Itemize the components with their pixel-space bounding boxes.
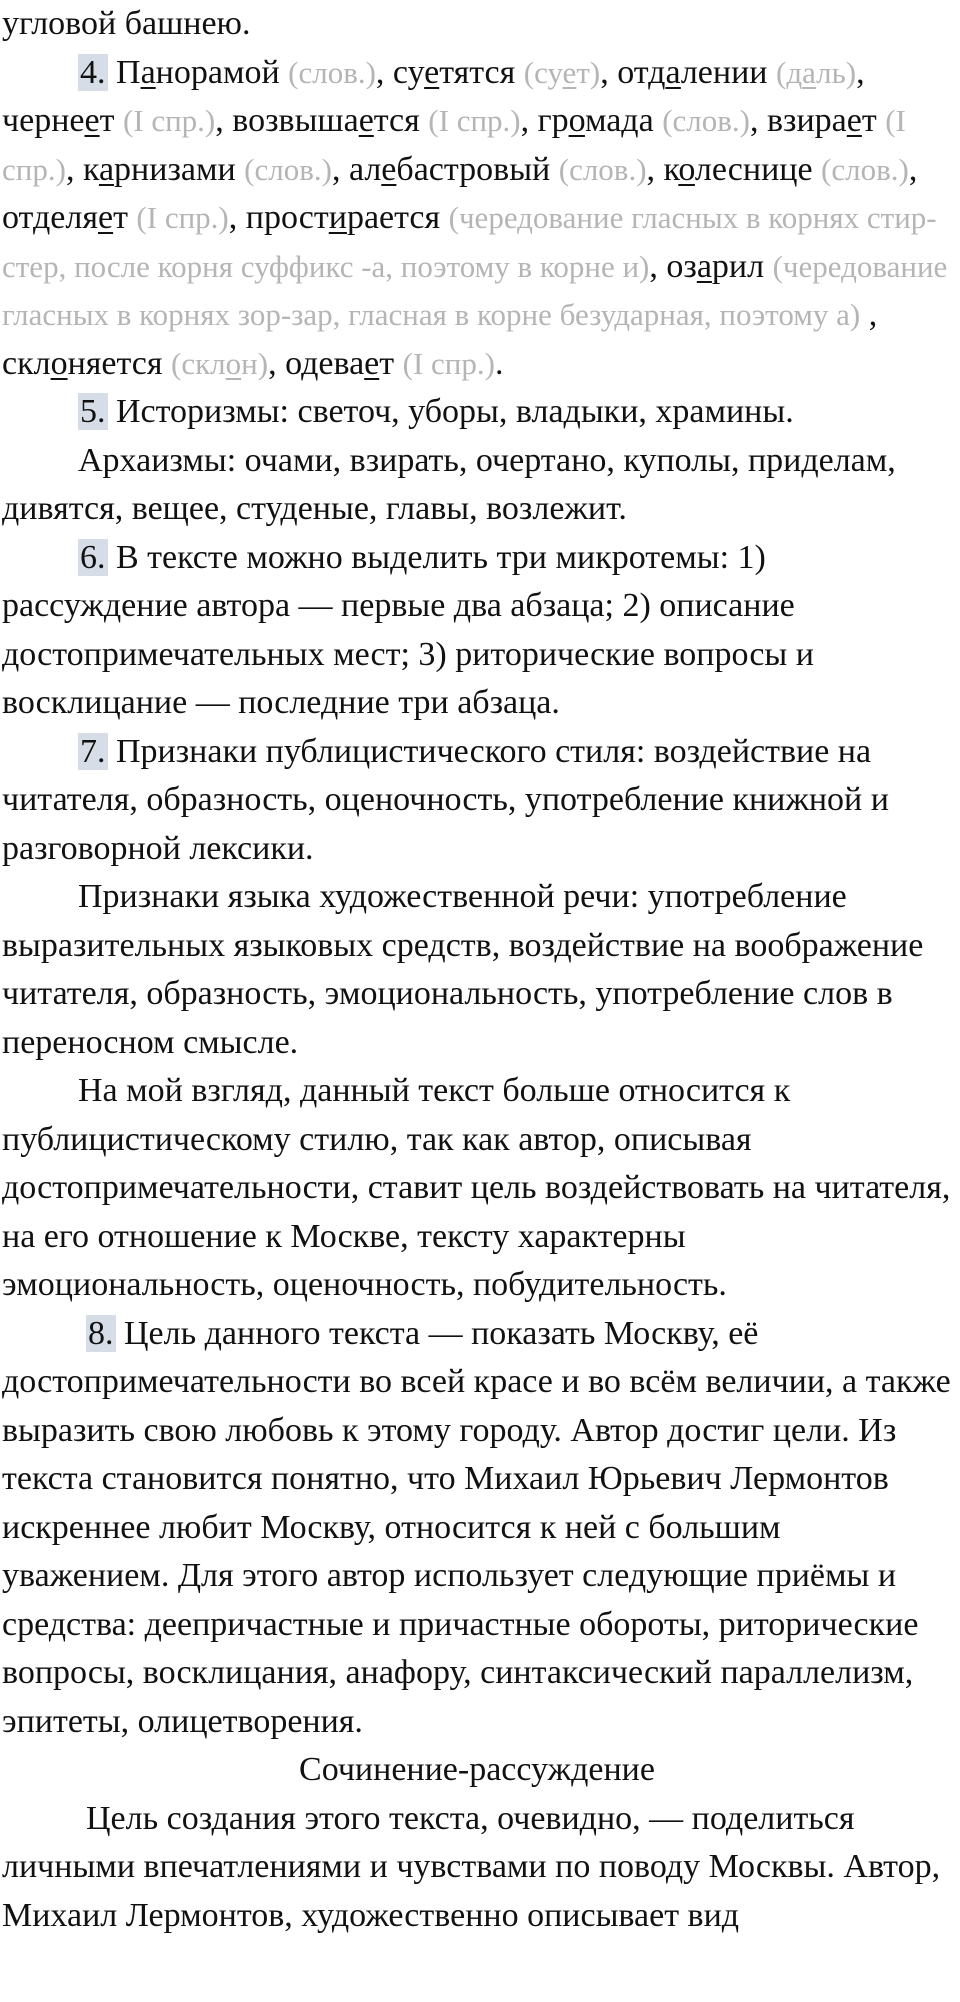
answer-7-conclusion-paragraph: [2, 1067, 952, 1310]
word-part: , ал: [331, 150, 382, 188]
paragraph-text: Цель данного текста — показать Москву, её достопримечательности во всей красе и во всём величии, а также выразить свою любовь к этому городу. Автор достиг цели. Из текста становится понятно, что Михаил Юрьевич Лермонтов искреннее любит Москву, относится к ней с большим уважением. Для этого автор использует следующие приёмы и средства: деепричастные и причастные обороты, риторические вопросы, восклицания, анафору, синтаксический параллелизм, эпитеты, олицетворения.: [2, 1314, 951, 1740]
word-part: , одева: [268, 344, 365, 382]
underlined-vowel: и: [328, 199, 347, 236]
grammar-note: (су: [523, 54, 563, 90]
answer-number: 7.: [80, 732, 106, 770]
grammar-note: (слов.): [288, 54, 376, 90]
underlined-vowel: е: [381, 150, 397, 188]
grammar-note: (I спр.): [136, 200, 229, 235]
grammar-note: (I спр.): [428, 103, 521, 138]
underlined-vowel: а: [98, 150, 115, 188]
grammar-note: ль): [816, 54, 857, 90]
word-part: , возвыша: [215, 102, 359, 139]
grammar-note: (чередование гласных в корнях стир-стер, после корня суффикс -а, поэтому в корне и): [2, 200, 937, 284]
grammar-note: (слов.): [821, 151, 909, 187]
word-part: леснице: [694, 150, 822, 188]
word-part: няется: [67, 344, 172, 382]
grammar-note: н): [241, 345, 269, 381]
answer-5-archaisms-paragraph: [2, 437, 952, 534]
grammar-note-underlined: а: [802, 54, 817, 90]
grammar-note: (скл: [171, 345, 226, 381]
answer-number: 4.: [80, 53, 106, 91]
word-part: лении: [680, 53, 776, 91]
word-part: , отд: [600, 53, 666, 91]
word-part: рнизами: [114, 150, 245, 188]
word-part: норамой: [155, 53, 289, 91]
word-part: бастровый: [396, 150, 559, 188]
word-part: мада: [584, 102, 663, 139]
word-part: т: [99, 102, 123, 139]
word-part: т: [113, 199, 137, 236]
grammar-note: (I спр.): [402, 345, 495, 381]
underlined-vowel: е: [358, 102, 374, 139]
grammar-note: (чередование гласных в корнях зор-зар, гласная в корне безударная, поэтому а): [2, 248, 948, 332]
word-part: , отделя: [2, 150, 918, 236]
grammar-note: (д: [776, 54, 803, 90]
paragraph-text: угловой башнею.: [2, 5, 251, 42]
answer-number: 6.: [80, 538, 106, 576]
underlined-vowel: е: [364, 344, 380, 382]
word-part: , взира: [749, 102, 847, 139]
word-part: , к: [646, 150, 679, 188]
answer-7-paragraph: [2, 728, 952, 874]
grammar-note-underlined: е: [562, 54, 577, 90]
word-part: .: [494, 344, 504, 382]
answer-number: 8.: [88, 1314, 114, 1352]
word-part: , скл: [2, 296, 878, 382]
underlined-vowel: а: [696, 247, 712, 285]
underlined-vowel: е: [846, 102, 862, 139]
word-part: , черне: [2, 53, 865, 139]
word-part: тся: [373, 102, 429, 139]
text-line-continuation: [2, 0, 952, 49]
word-part: П: [107, 53, 141, 91]
answer-6-paragraph: [2, 534, 952, 728]
word-part: , гр: [520, 102, 569, 139]
word-part: , оз: [649, 247, 697, 285]
underlined-vowel: о: [678, 150, 695, 188]
answer-number: 5.: [80, 393, 106, 430]
answer-7-artistic-paragraph: [2, 873, 952, 1067]
word-part: , к: [65, 150, 99, 188]
underlined-vowel: е: [84, 102, 100, 139]
underlined-vowel: о: [50, 344, 68, 382]
word-part: т: [379, 344, 403, 382]
answer-4-paragraph: [2, 49, 952, 389]
paragraph-text: Историзмы: светоч, уборы, владыки, храмины.: [107, 393, 794, 430]
grammar-note-underlined: о: [225, 345, 242, 381]
word-part: рил: [711, 247, 773, 285]
word-part: рается: [346, 199, 449, 236]
paragraph-text: Признаки публицистического стиля: воздействие на читателя, образность, оценочность, употребление книжной и разговорной лексики.: [2, 732, 889, 867]
grammar-note: т): [576, 54, 601, 90]
paragraph-text: На мой взгляд, данный текст больше относится к публицистическому стилю, так как автор, описывая достопримечательности, ставит цель воздействовать на читателя, на его отношение к Москве, тексту характерны эмоциональность, оценочность, побудительность.: [2, 1072, 951, 1303]
answer-8-paragraph: [2, 1310, 952, 1747]
word-part: тятся: [439, 53, 524, 91]
paragraph-text: Цель создания этого текста, очевидно, — поделиться личными впечатлениями и чувствами по поводу Москвы. Автор, Михаил Лермонтов, художественно описывает вид: [2, 1799, 941, 1934]
grammar-note: (I спр.): [2, 103, 906, 187]
paragraph-text: Архаизмы: очами, взирать, очертано, куполы, приделам, дивятся, вещее, студеные, главы, возлежит.: [2, 441, 896, 527]
answer-5-paragraph: [2, 388, 952, 437]
underlined-vowel: е: [424, 53, 440, 91]
underlined-vowel: е: [97, 199, 114, 236]
grammar-note: (слов.): [558, 151, 647, 187]
essay-paragraph: [2, 1795, 952, 1941]
paragraph-text: Признаки языка художественной речи: употребление выразительных языковых средств, воздействие на воображение читателя, образность, эмоциональность, употребление слов в переносном смысле.: [2, 878, 924, 1061]
underlined-vowel: а: [140, 53, 156, 91]
word-part: , су: [375, 53, 425, 91]
word-part: , прост: [228, 199, 329, 236]
grammar-note: (слов.): [244, 151, 332, 187]
essay-title: Сочинение-рассуждение: [299, 1751, 655, 1788]
word-part: т: [861, 102, 886, 139]
grammar-note: (слов.): [662, 103, 750, 138]
grammar-note: (I спр.): [122, 103, 216, 138]
paragraph-text: В тексте можно выделить три микротемы: 1) рассуждение автора — первые два абзаца; 2) описание достопримечательных мест; 3) риторические вопросы и восклицание — последние три абзаца.: [2, 538, 814, 721]
underlined-vowel: а: [665, 53, 681, 91]
underlined-vowel: о: [568, 102, 585, 139]
